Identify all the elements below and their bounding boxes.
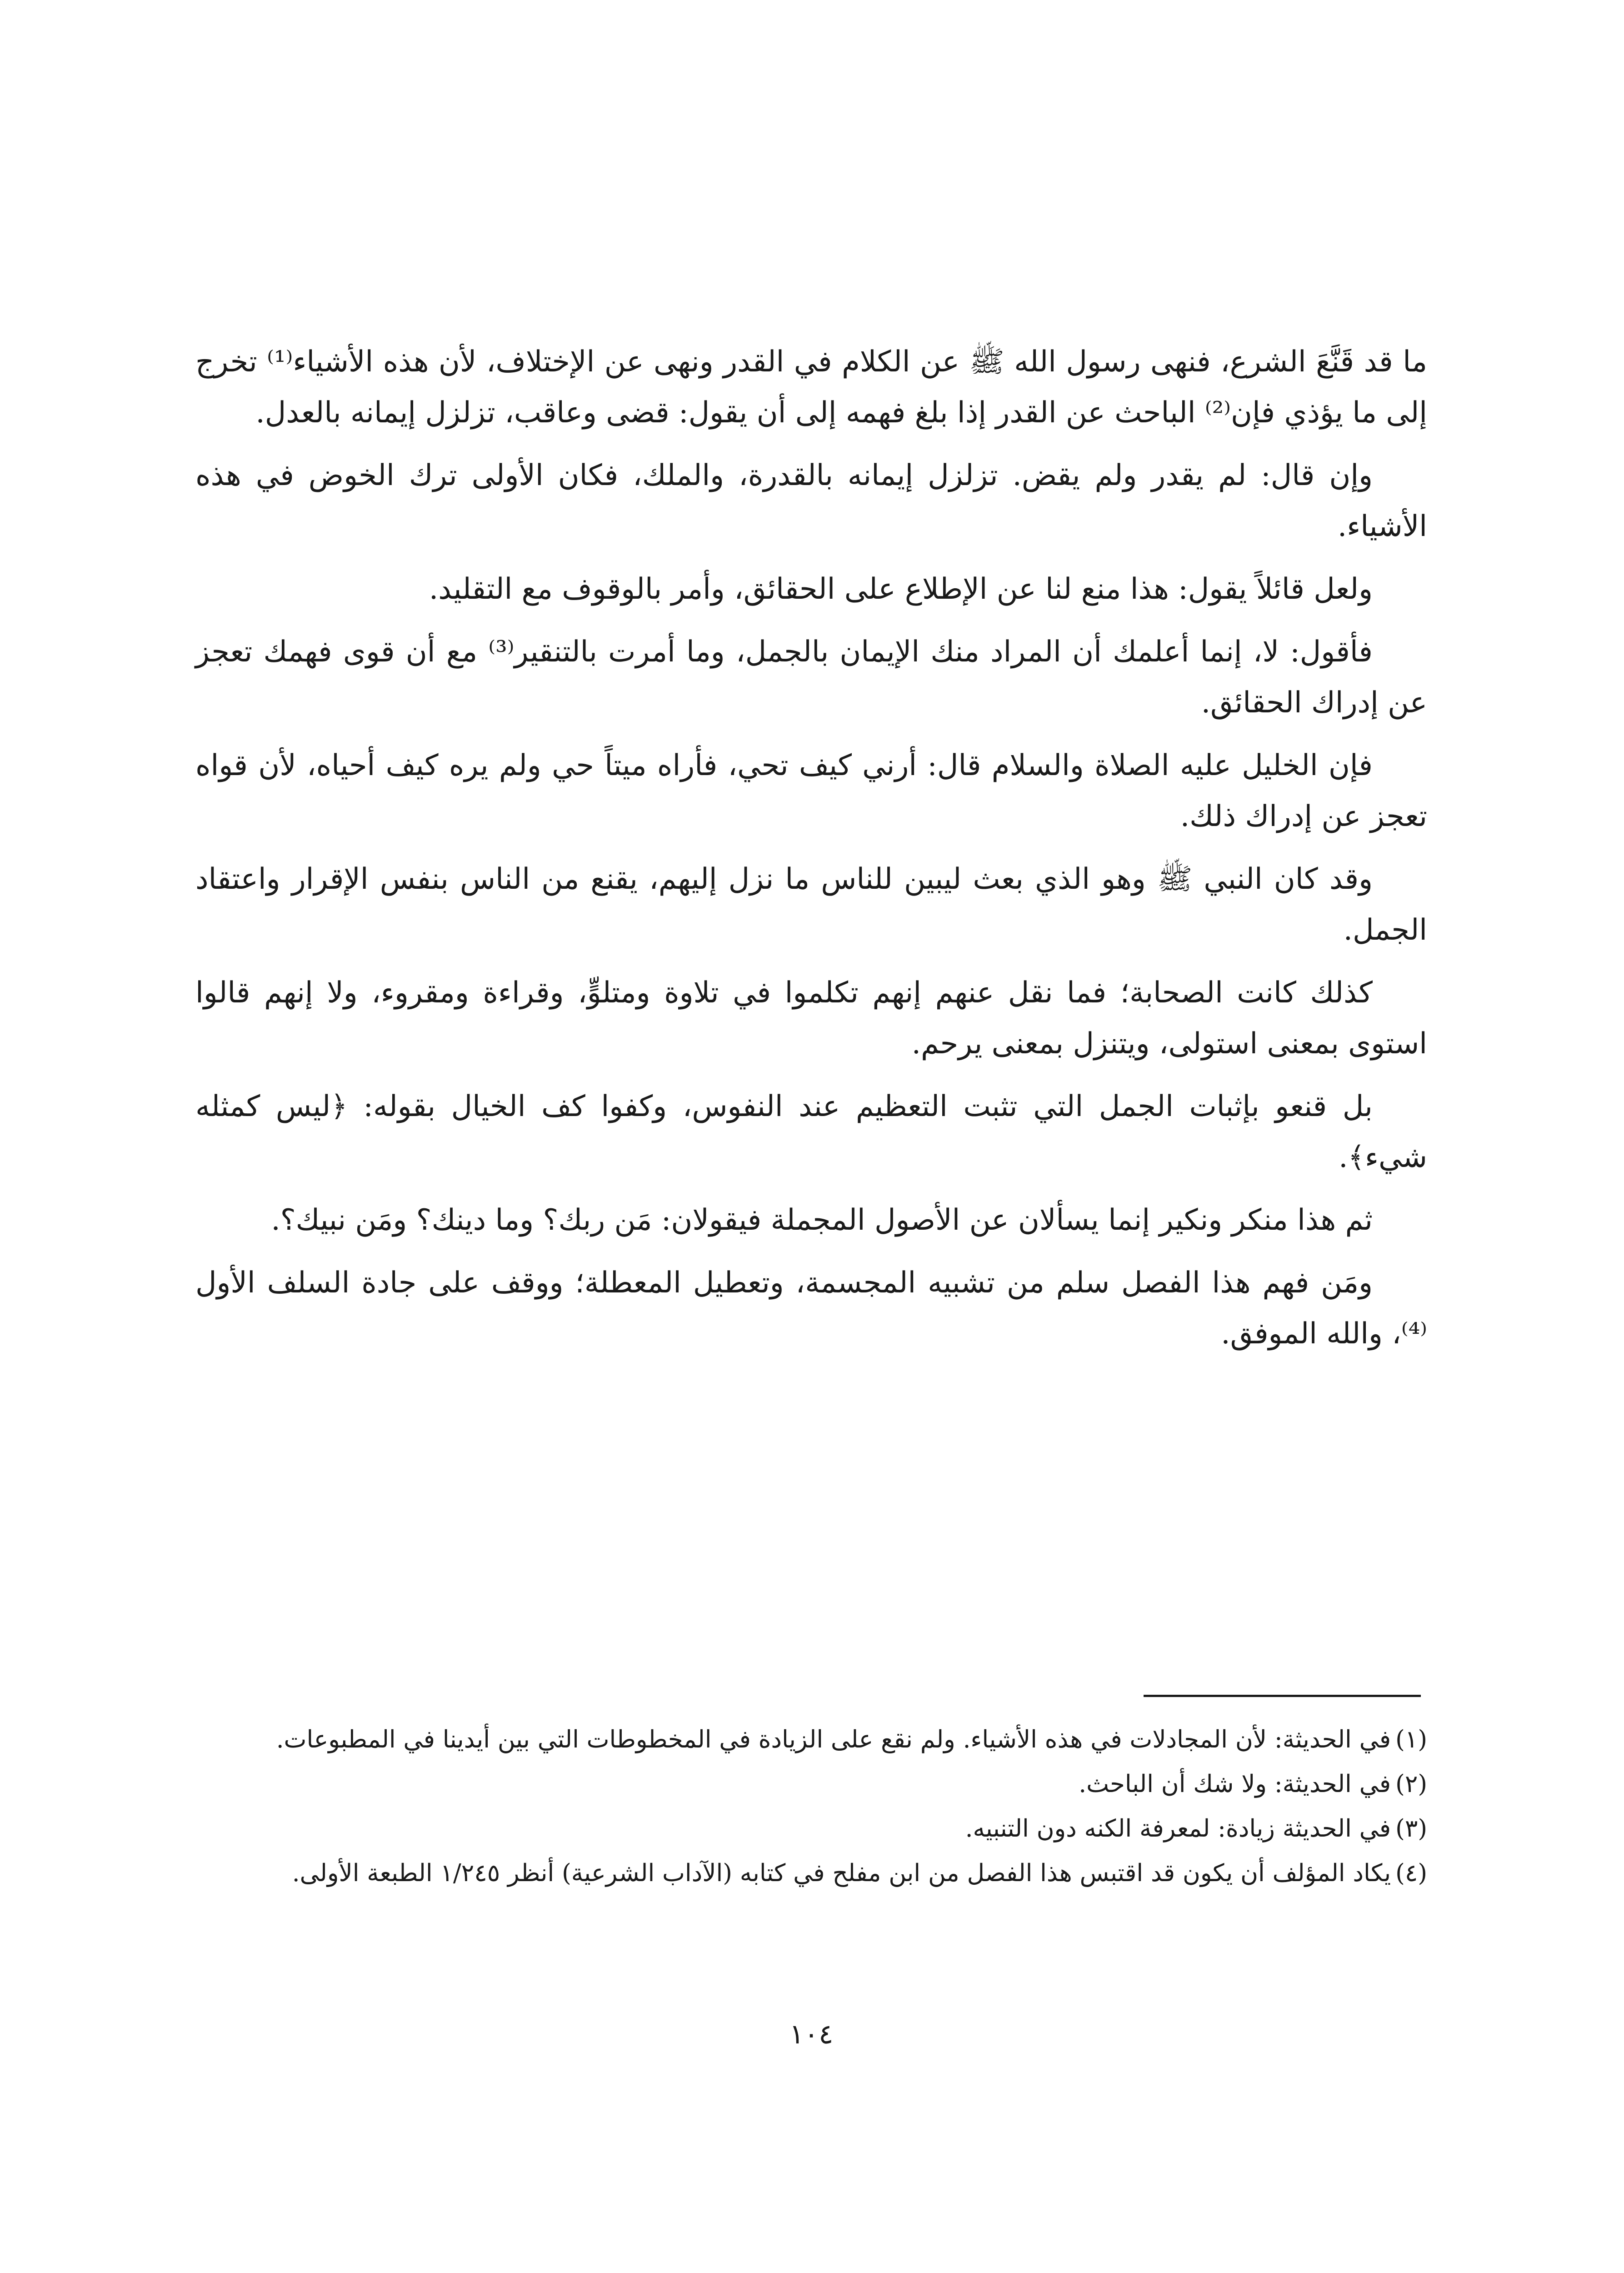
footnote-text: في الحديثة زيادة: لمعرفة الكنه دون التنبيه.	[965, 1815, 1391, 1842]
page-number: ١٠٤	[789, 2018, 834, 2050]
footnote-3	[195, 1807, 1427, 1850]
paragraph-10: ومَن فهم هذا الفصل سلم من تشبيه المجسمة، وتعطيل المعطلة؛ ووقف على جادة السلف الأول ⁽⁴⁾، والله الموفق.	[195, 1266, 1427, 1351]
paragraph-2: وإن قال: لم يقدر ولم يقض. تزلزل إيمانه بالقدرة، والملك، فكان الأولى ترك الخوض في هذه الأشياء.	[195, 459, 1427, 543]
footnote-divider	[1144, 1695, 1421, 1697]
footnote-text: في الحديثة: لأن المجادلات في هذه الأشياء. ولم نقع على الزيادة في المخطوطات التي بين أيدينا في المطبوعات.	[276, 1726, 1391, 1753]
paragraph-9: ثم هذا منكر ونكير إنما يسألان عن الأصول المجملة فيقولان: مَن ربك؟ وما دينك؟ ومَن نبيك؟.	[271, 1203, 1373, 1237]
footnotes	[195, 1718, 1427, 1897]
footnote-2	[195, 1763, 1427, 1806]
footnote-number: (٢)	[1395, 1770, 1427, 1798]
main-text	[195, 336, 1427, 1359]
book-page	[195, 336, 1427, 2237]
footnote-text: يكاد المؤلف أن يكون قد اقتبس هذا الفصل من ابن مفلح في كتابه (الآداب الشرعية) أنظر ١/٢٤٥ الطبعة الأولى.	[292, 1859, 1391, 1887]
paragraph-7: كذلك كانت الصحابة؛ فما نقل عنهم إنهم تكلموا في تلاوة ومتلوٍّ، وقراءة ومقروء، ولا إنهم قالوا استوى بمعنى استولى، ويتنزل بمعنى يرحم.	[195, 976, 1427, 1061]
paragraph-8: بل قنعو بإثبات الجمل التي تثبت التعظيم عند النفوس، وكفوا كف الخيال بقوله: ﴿ليس كمثله شيء﴾.	[195, 1090, 1427, 1174]
paragraph-1: ما قد قَنَّعَ الشرع، فنهى رسول الله ﷺ عن الكلام في القدر ونهى عن الإختلاف، لأن هذه الأشياء⁽¹⁾ تخرج إلى ما يؤذي فإن⁽²⁾ الباحث عن القدر إذا بلغ فهمه إلى أن يقول: قضى وعاقب، تزلزل إيمانه بالعدل.	[195, 345, 1428, 430]
paragraph-3: ولعل قائلاً يقول: هذا منع لنا عن الإطلاع على الحقائق، وأمر بالوقوف مع التقليد.	[429, 572, 1373, 606]
paragraph-5: فإن الخليل عليه الصلاة والسلام قال: أرني كيف تحي، فأراه ميتاً حي ولم يره كيف أحياه، لأن قواه تعجز عن إدراك ذلك.	[195, 749, 1427, 833]
footnote-number: (١)	[1395, 1726, 1427, 1753]
footnote-1	[195, 1718, 1427, 1761]
footnote-number: (٣)	[1395, 1815, 1427, 1842]
footnote-text: في الحديثة: ولا شك أن الباحث.	[1079, 1770, 1391, 1798]
paragraph-4: فأقول: لا، إنما أعلمك أن المراد منك الإيمان بالجمل، وما أمرت بالتنقير⁽³⁾ مع أن قوى فهمك تعجز عن إدراك الحقائق.	[195, 635, 1427, 720]
footnote-number: (٤)	[1395, 1859, 1427, 1887]
footnote-4	[195, 1852, 1427, 1895]
paragraph-6: وقد كان النبي ﷺ وهو الذي بعث ليبين للناس ما نزل إليهم، يقنع من الناس بنفس الإقرار واعتقاد الجمل.	[195, 862, 1427, 947]
